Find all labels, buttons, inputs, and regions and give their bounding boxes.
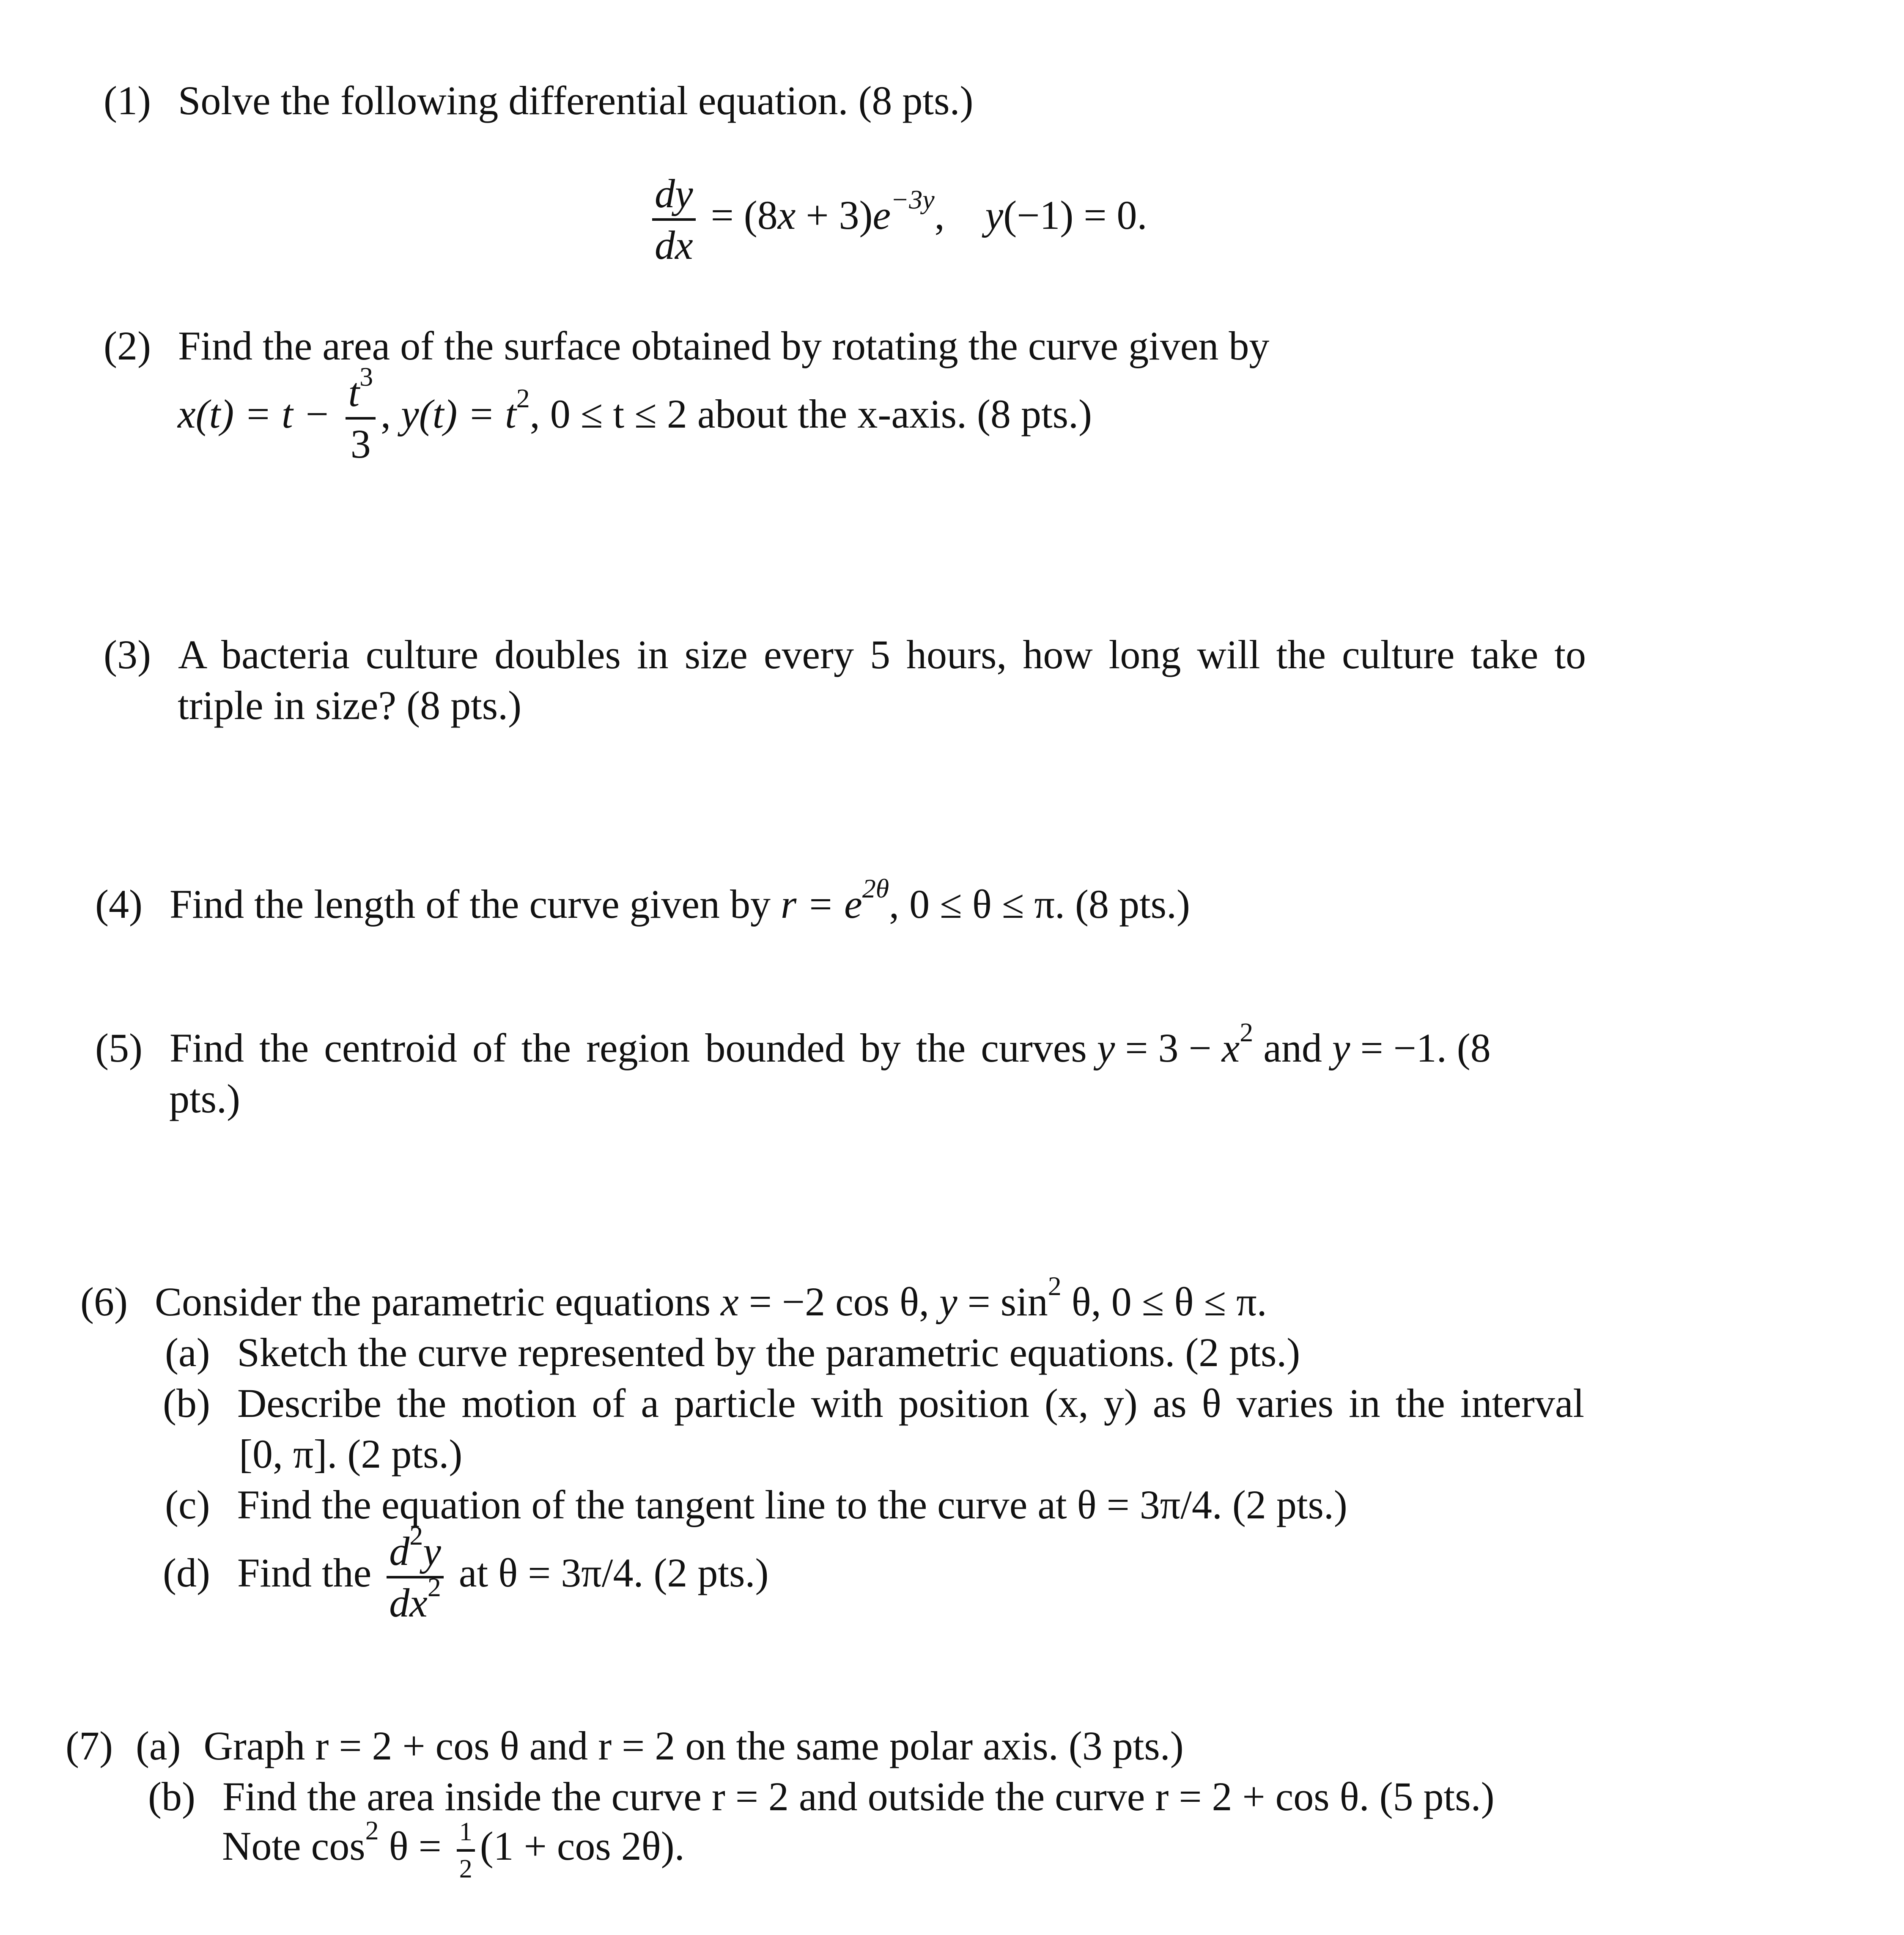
q6-part-a [165, 1332, 1300, 1373]
q5-number: (5) [95, 1025, 143, 1070]
q5-exp: 2 [1240, 1017, 1254, 1047]
q2-y-exp: 2 [516, 383, 530, 414]
q2-comma: , [381, 391, 391, 437]
q4-tail: . (8 pts.) [1054, 881, 1190, 927]
q6-part-c [165, 1482, 1347, 1527]
q7-part-a [66, 1723, 1184, 1768]
q6-text: Consider the parametric equations [154, 1279, 711, 1324]
q5-eq1: = 3 − [1115, 1025, 1222, 1070]
q5-text: Find the centroid of the region bounded by the curves [169, 1025, 1087, 1070]
q2-frac-numerator [346, 362, 376, 417]
q7-half-numerator: 1 [459, 1817, 472, 1846]
q6-d-frac-num-exp: 2 [409, 1521, 423, 1551]
q5-text-cont: pts.) [169, 1076, 240, 1121]
q6-b-label: (b) [163, 1381, 210, 1426]
q2-y: y [391, 391, 419, 437]
q7-one-half-fraction [457, 1819, 475, 1882]
q3-statement-line2 [178, 685, 521, 726]
q2-t-cubed-fraction [346, 362, 376, 467]
q7-a-label: (a) [135, 1723, 181, 1768]
q6-a-text: Sketch the curve represented by the parametric equations. (2 pts.) [237, 1330, 1300, 1375]
q3-text: A bacteria culture doubles in size every 5 hours, how long will the culture take to [178, 632, 1586, 677]
q6-d-frac-numerator [387, 1521, 444, 1576]
q1-equation [647, 173, 1147, 266]
q6-b-text: Describe the motion of a particle with position (x, y) as θ varies in the interval [237, 1381, 1585, 1426]
q2-number: (2) [104, 323, 151, 368]
q7-note-text: Note cos [222, 1823, 365, 1869]
q1-text: Solve the following differential equation. (8 pts.) [178, 78, 974, 123]
q5-and: and [1253, 1025, 1332, 1070]
q6-part-d [163, 1521, 769, 1625]
q1-dy-dx-fraction [652, 173, 696, 266]
q4-exp: 2θ [862, 873, 889, 903]
q4-range: , 0 ≤ θ ≤ π [889, 881, 1055, 927]
q2-frac-num-exp: 3 [359, 362, 373, 392]
q6-c-text: Find the equation of the tangent line to the curve at θ = 3π/4. (2 pts.) [237, 1482, 1347, 1527]
q6-number: (6) [80, 1279, 128, 1324]
q1-rhs-comma: , [934, 192, 985, 238]
q1-rhs-part: + 3) [796, 192, 873, 238]
q6-d-frac-num-y: y [423, 1529, 441, 1574]
q6-d-frac-den-dx: dx [389, 1580, 428, 1625]
q6-intro [80, 1271, 1267, 1324]
q7-b-label: (b) [148, 1774, 195, 1819]
q1-frac-numerator: dy [655, 171, 693, 216]
q2-range: , 0 ≤ t ≤ 2 [529, 391, 687, 437]
q4-statement [95, 873, 1190, 927]
q2-x: x [178, 391, 196, 437]
q7-half-denominator: 2 [457, 1849, 475, 1882]
q2-y-expr: (t) = t [419, 391, 516, 437]
q4-r: r [770, 881, 797, 927]
q4-number: (4) [95, 881, 143, 927]
q1-rhs-e: e [872, 192, 891, 238]
q2-x-expr: = t − [234, 391, 331, 437]
q4-text: Find the length of the curve given by [169, 881, 771, 927]
q3-text-cont: triple in size? (8 pts.) [178, 683, 522, 728]
q6-x: x [711, 1279, 739, 1324]
q2-text: Find the area of the surface obtained by rotating the curve given by [178, 323, 1270, 368]
q2-statement-line2 [178, 362, 1092, 467]
q2-frac-num-t: t [348, 370, 360, 415]
q6-y: y [929, 1279, 957, 1324]
q1-rhs-exponent: −3y [891, 184, 935, 215]
q7-note-tail: (1 + cos 2θ). [480, 1823, 685, 1869]
q6-b-text-cont: [0, π]. (2 pts.) [239, 1431, 463, 1477]
q6-a-label: (a) [165, 1330, 210, 1375]
q2-x-arg: (t) [195, 391, 234, 437]
q5-statement-line1 [95, 1017, 1491, 1070]
q6-c-label: (c) [165, 1482, 210, 1527]
q6-eq1: = −2 cos θ, [738, 1279, 930, 1324]
q1-frac-denominator: dx [652, 218, 696, 266]
q7-note-eq: θ = [379, 1823, 452, 1869]
q5-y1: y [1086, 1025, 1115, 1070]
q5-eq2: = −1. (8 [1350, 1025, 1491, 1070]
q5-statement-line2 [169, 1076, 240, 1121]
q6-d-frac-num-d: d [389, 1529, 410, 1574]
q1-statement [104, 80, 973, 121]
q1-initial-condition: (−1) = 0. [1003, 192, 1147, 238]
q3-statement-line1 [104, 634, 1586, 675]
q6-part-b-cont [239, 1431, 463, 1477]
q6-d-frac-denominator [387, 1572, 444, 1625]
q3-number: (3) [104, 632, 151, 677]
q7-note [222, 1815, 685, 1883]
q1-initial-y: y [985, 192, 1004, 238]
q6-part-b [163, 1383, 1584, 1424]
q2-statement-line1 [104, 323, 1270, 368]
q5-x: x [1221, 1025, 1240, 1070]
q7-note-exp: 2 [365, 1815, 379, 1846]
q1-rhs-part: = (8 [711, 192, 778, 238]
q7-number: (7) [66, 1723, 113, 1768]
q6-d-text-cont: at θ = 3π/4. (2 pts.) [458, 1550, 769, 1596]
q7-a-text: Graph r = 2 + cos θ and r = 2 on the same polar axis. (3 pts.) [203, 1723, 1184, 1768]
q7-b-text: Find the area inside the curve r = 2 and outside the curve r = 2 + cos θ. (5 pts.) [222, 1774, 1495, 1819]
q6-d-text: Find the [237, 1550, 372, 1596]
q6-d-frac-den-exp: 2 [427, 1572, 441, 1602]
q1-number: (1) [104, 78, 151, 123]
q6-second-derivative-fraction [387, 1521, 444, 1625]
q1-rhs-x: x [777, 192, 796, 238]
q2-frac-denominator: 3 [346, 417, 376, 464]
q6-eq2: = sin [957, 1279, 1048, 1324]
q4-eq: = e [796, 881, 862, 927]
q6-eq3: θ, 0 ≤ θ ≤ π. [1061, 1279, 1267, 1324]
q6-d-label: (d) [163, 1550, 210, 1596]
q2-tail: about the x-axis. (8 pts.) [687, 391, 1092, 437]
q7-part-b [148, 1776, 1495, 1817]
q6-exp: 2 [1048, 1271, 1062, 1301]
q5-y2: y [1332, 1025, 1350, 1070]
